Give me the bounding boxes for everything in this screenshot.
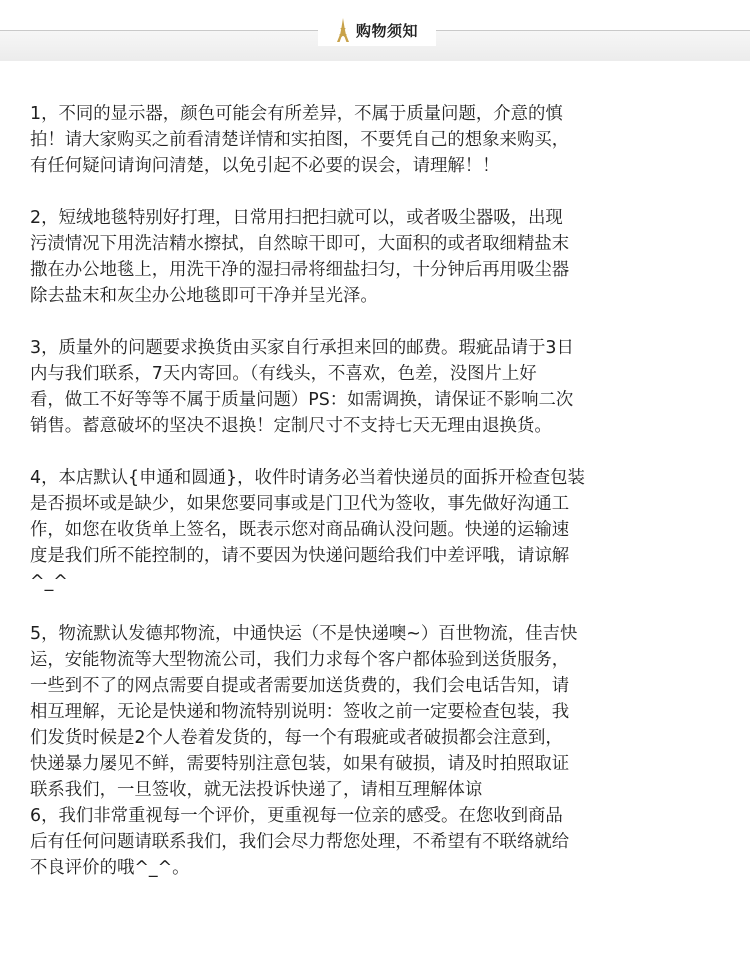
page-title: 购物须知: [355, 21, 418, 40]
notice-paragraph-3: 3，质量外的问题要求换货由买家自行承担来回的邮费。瑕疵品请于3日 内与我们联系，7天内寄回。（有线头，不喜欢，色差，没图片上好 看，做工不好等等不属于质量问题）PS：如需调换，请保证不影响二次 销售。蓄意破坏的坚决不退换！定制尺寸不支持七天无理由退换货。: [30, 338, 574, 436]
notice-paragraph-1: 1，不同的显示器，颜色可能会有所差异，不属于质量问题，介意的慎 拍！请大家购买之前看清楚详情和实拍图，不要凭自己的想象来购买， 有任何疑问请询问清楚，以免引起不必要的误会，请理解！！: [30, 104, 570, 176]
paragraph-spacer: [30, 439, 730, 465]
header-banner: [0, 0, 750, 62]
notice-paragraph-2: 2，短绒地毯特别好打理，日常用扫把扫就可以，或者吸尘器吸，出现 污渍情况下用洗洁精水擦拭，自然晾干即可，大面积的或者取细精盐末 撒在办公地毯上，用洗干净的湿扫帚将细盐扫匀，十分钟后再用吸尘器 除去盐末和灰尘办公地毯即可干净并呈光泽。: [30, 208, 570, 306]
header-divider-right: [432, 30, 750, 31]
header-divider-left: [0, 30, 322, 31]
notice-paragraph-4: 4，本店默认{申通和圆通}，收件时请务必当着快递员的面拆开检查包装 是否损坏或是缺少，如果您要同事或是门卫代为签收，事先做好沟通工 作，如您在收货单上签名，既表示您对商品确认没问题。快递的运输速 度是我们所不能控制的，请不要因为快递问题给我们中差评哦，请谅解 ^_^: [30, 468, 585, 592]
paragraph-spacer: [30, 595, 730, 621]
notice-content: [30, 101, 730, 881]
eiffel-tower-icon: [336, 18, 350, 42]
paragraph-spacer: [30, 179, 730, 205]
notice-paragraph-6: 6，我们非常重视每一个评价，更重视每一位亲的感受。在您收到商品 后有任何问题请联系我们，我们会尽力帮您处理，不希望有不联络就给 不良评价的哦^_^。: [30, 806, 570, 878]
notice-paragraph-5: 5，物流默认发德邦物流，中通快运（不是快递噢~）百世物流，佳吉快 运，安能物流等大型物流公司，我们力求每个客户都体验到送货服务， 一些到不了的网点需要自提或者需要加送货费的，我们会电话告知，请 相互理解，无论是快递和物流特别说明：签收之前一定要检查包装，我 们发货时候是2个人卷着发货的，每一个有瑕疵或者破损都会注意到， 快递暴力屡见不鲜，需要特别注意包装，如果有破损，请及时拍照取证 联系我们，一旦签收，就无法投诉快递了，请相互理解体谅: [30, 624, 578, 800]
header-title-tab: [318, 14, 436, 46]
paragraph-spacer: [30, 309, 730, 335]
